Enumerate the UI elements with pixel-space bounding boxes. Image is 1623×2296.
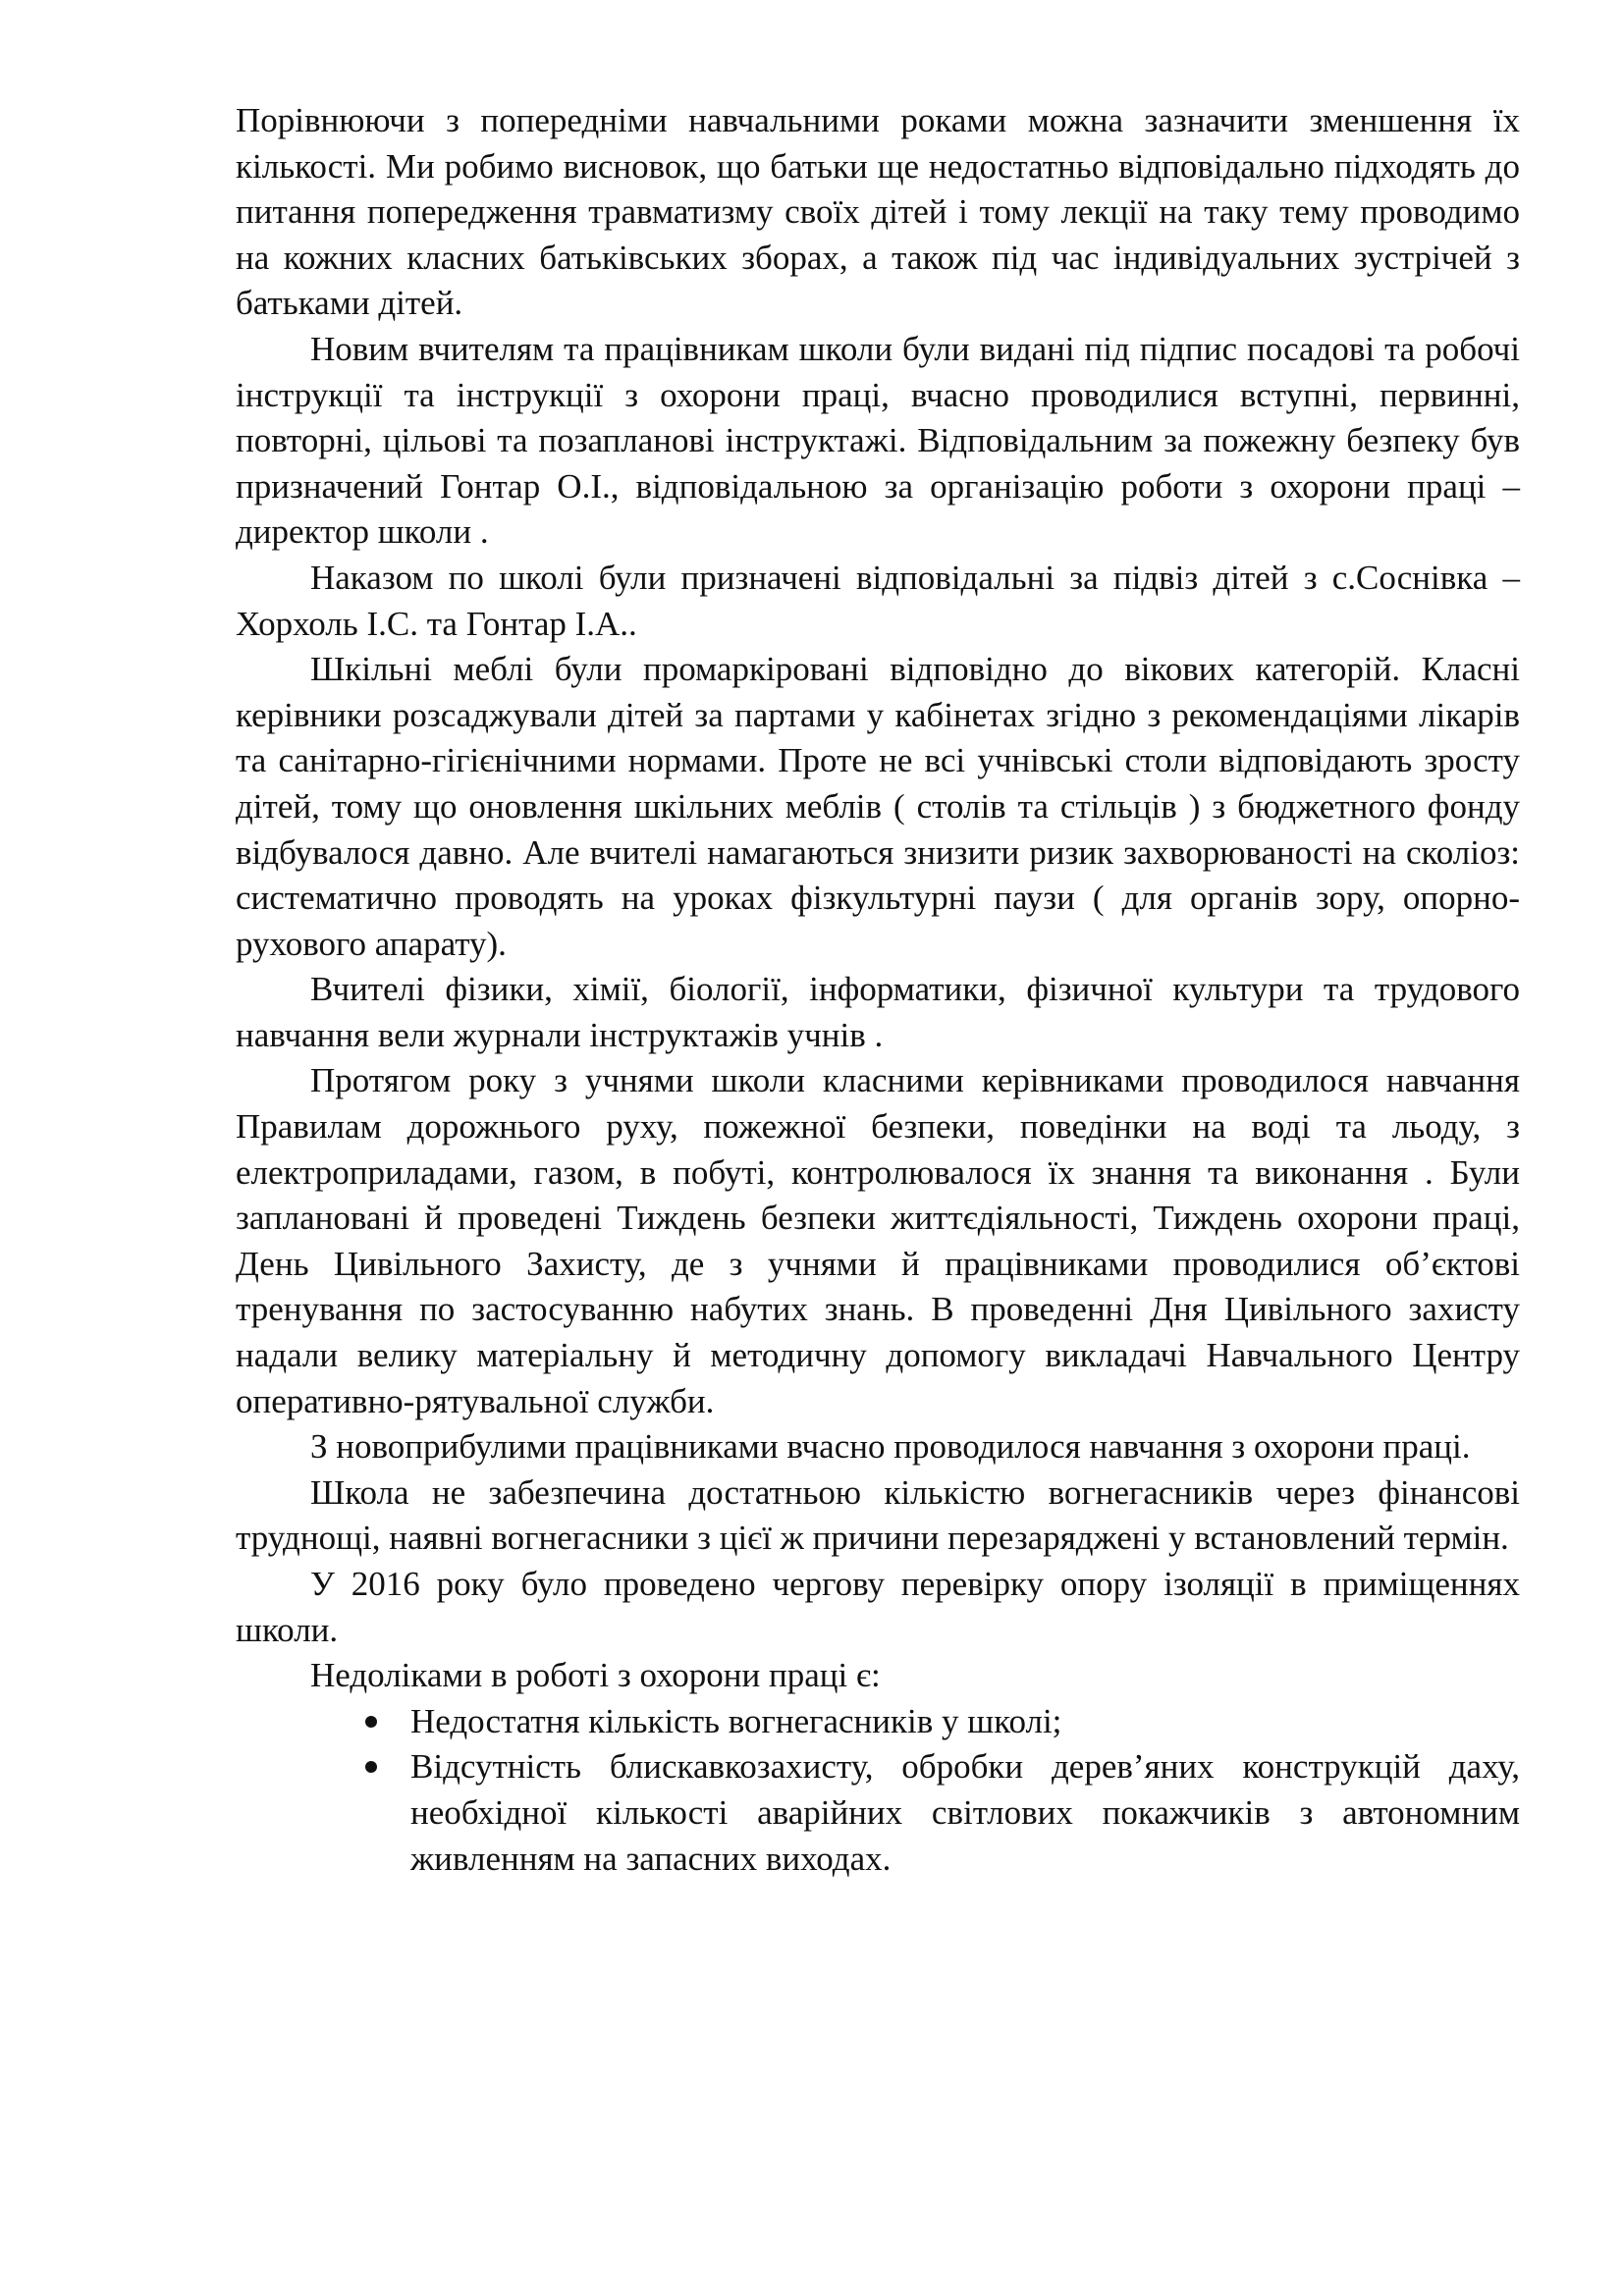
bullet-icon (365, 1761, 377, 1773)
defects-list (236, 1699, 1520, 1882)
list-item (236, 1699, 1520, 1745)
body-paragraph: Шкільні меблі були промаркіровані відповідно до вікових категорій. Класні керівники розсаджували дітей за партами у кабінетах згідно з рекомендаціями лікарів та санітарно-гігієнічними нормами. Проте не всі учнівські столи відповідають зросту дітей, тому що оновлення шкільних меблів ( столів та стільців ) з бюджетного фонду відбувалося давно. Але вчителі намагаються знизити ризик захворюваності на сколіоз: систематично проводять на уроках фізкультурні паузи ( для органів зору, опорно-рухового апарату). (236, 650, 1520, 963)
body-paragraph: Порівнюючи з попередніми навчальними роками можна зазначити зменшення їх кількості. Ми робимо висновок, що батьки ще недостатньо відповідально підходять до питання попередження травматизму своїх дітей і тому лекції на таку тему проводимо на кожних класних батьківських зборах, а також під час індивідуальних зустрічей з батьками дітей. (236, 101, 1520, 323)
body-paragraph: З новоприбулими працівниками вчасно проводилося навчання з охорони праці. (310, 1427, 1471, 1467)
body-paragraph: У 2016 року було проведено чергову перевірку опору ізоляції в приміщеннях школи. (236, 1565, 1520, 1649)
bullet-icon (365, 1716, 377, 1728)
list-item (236, 1744, 1520, 1882)
body-paragraph: Новим вчителям та працівникам школи були видані під підпис посадові та робочі інструкції та інструкції з охорони праці, вчасно проводилися вступні, первинні, повторні, цільові та позапланові інструктажі. Відповідальним за пожежну безпеку був призначений Гонтар О.І., відповідальною за організацію роботи з охорони праці – директор школи . (236, 329, 1520, 552)
body-paragraph: Вчителі фізики, хімії, біології, інформатики, фізичної культури та трудового навчання вели журнали інструктажів учнів . (236, 970, 1520, 1054)
list-item-text: Відсутність блискавкозахисту, обробки дерев’яних конструкцій даху, необхідної кількості аварійних світлових покажчиків з автономним живленням на запасних виходах. (410, 1747, 1520, 1878)
list-item-text: Недостатня кількість вогнегасників у школі; (410, 1701, 1062, 1740)
list-intro-paragraph: Недоліками в роботі з охорони праці є: (310, 1656, 881, 1695)
body-paragraph: Школа не забезпечина достатньою кількістю вогнегасників через фінансові труднощі, наявні вогнегасники з цієї ж причини перезаряджені у встановлений термін. (236, 1472, 1520, 1558)
document-body (236, 98, 1520, 1882)
body-paragraph: Протягом року з учнями школи класними керівниками проводилося навчання Правилам дорожнього руху, пожежної безпеки, поведінки на воді та льоду, з електроприладами, газом, в побуті, контролювалося їх знання та виконання . Були заплановані й проведені Тиждень безпеки життєдіяльності, Тиждень охорони праці, День Цивільного Захисту, де з учнями й працівниками проводилися об’єктові тренування по застосуванню набутих знань. В проведенні Дня Цивільного захисту надали велику матеріальну й методичну допомогу викладачі Навчального Центру оперативно-рятувальної служби. (236, 1061, 1520, 1420)
body-paragraph: Наказом по школі були призначені відповідальні за підвіз дітей з с.Соснівка – Хорхоль І.С. та Гонтар І.А.. (236, 558, 1520, 643)
